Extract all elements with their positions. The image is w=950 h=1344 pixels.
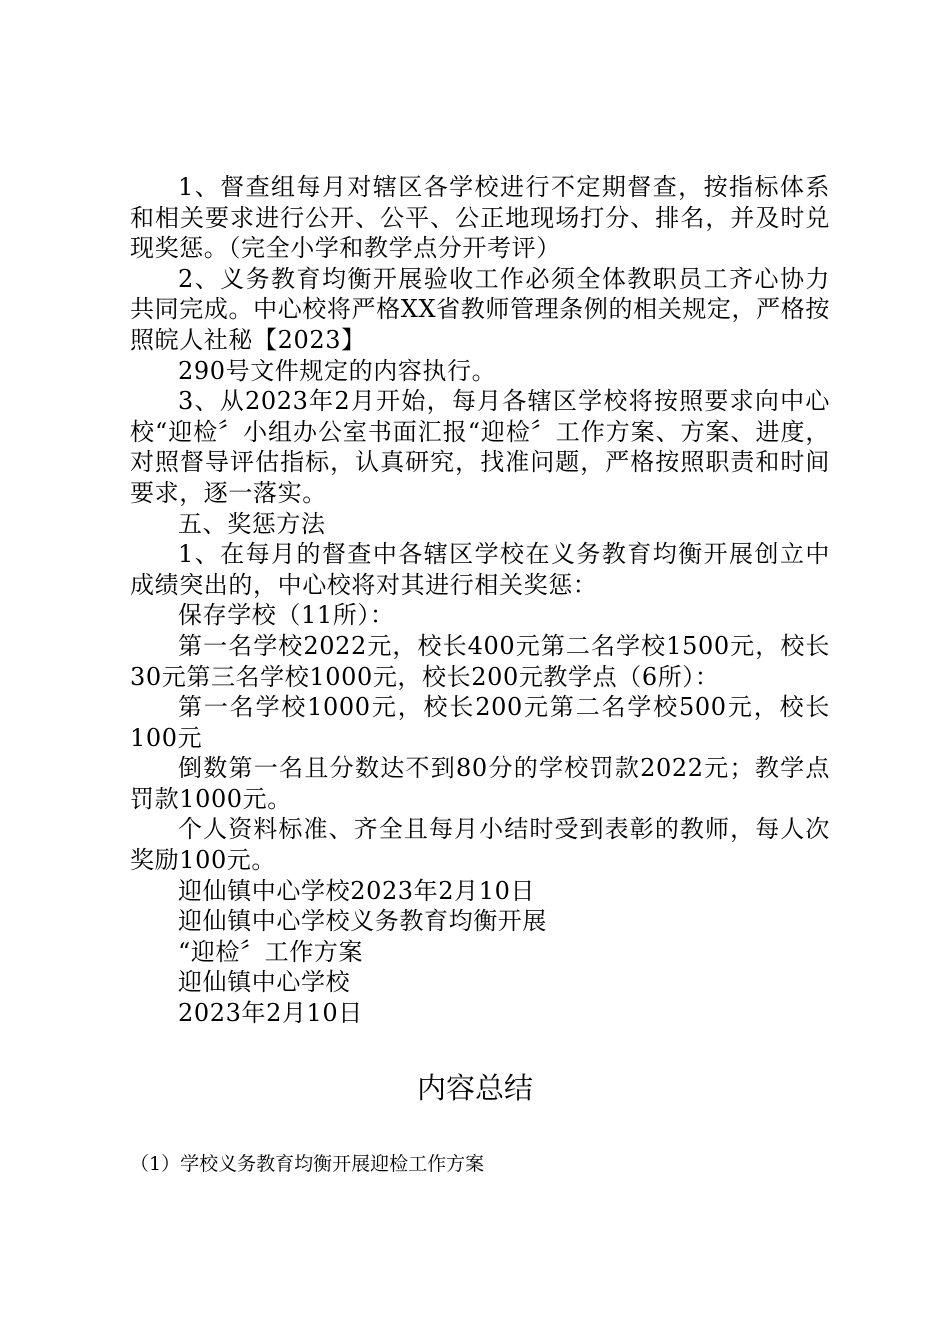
- paragraph-monthly-report: 3、从2023年2月开始，每月各辖区学校将按照要求向中心校“迎检〞小组办公室书面汇报“迎检〞工作方案、方案、进度，对照督导评估指标，认真研究，找准问题，严格按照职责和时间要求，逐一落实。: [130, 387, 830, 507]
- paragraph-acceptance: 2、义务教育均衡开展验收工作必须全体教职员工齐心协力共同完成。中心校将严格XX省教师管理条例的相关规定，严格按照皖人社秘【2023】: [130, 264, 830, 354]
- paragraph-rewards-intro: 1、在每月的督查中各辖区学校在义务教育均衡开展创立中成绩突出的，中心校将对其进行相关奖惩：: [130, 540, 830, 599]
- paragraph-document-number: 290号文件规定的内容执行。: [178, 356, 497, 385]
- paragraph-teacher-reward: 个人资料标准、齐全且每月小结时受到表彰的教师，每人次奖励100元。: [130, 815, 830, 875]
- paragraph-teaching-point-prizes: 第一名学校1000元，校长200元第二名学校500元，校长100元: [130, 693, 830, 752]
- signature-school: 迎仙镇中心学校: [178, 968, 351, 997]
- paragraph-penalties: 倒数第一名且分数达不到80分的学校罚款2022元；教学点罚款1000元。: [130, 754, 830, 813]
- plan-title-line-1: 迎仙镇中心学校义务教育均衡开展: [178, 907, 547, 936]
- summary-item: （1）学校义务教育均衡开展迎检工作方案: [130, 1153, 485, 1175]
- section-heading-rewards: 五、奖惩方法: [178, 509, 326, 538]
- document-body: [130, 172, 830, 1029]
- plan-title-line-2: “迎检〞工作方案: [178, 937, 364, 966]
- signature-date-line: 迎仙镇中心学校2023年2月10日: [178, 876, 536, 905]
- paragraph-school-prizes: 第一名学校2022元，校长400元第二名学校1500元，校长30元第三名学校1000元，校长200元教学点（6所）：: [130, 631, 830, 691]
- summary-heading: 内容总结: [416, 1071, 533, 1105]
- signature-date: 2023年2月10日: [178, 999, 363, 1028]
- paragraph-supervision: 1、督查组每月对辖区各学校进行不定期督查，按指标体系和相关要求进行公开、公平、公正地现场打分、排名，并及时兑现奖惩。（完全小学和教学点分开考评）: [130, 173, 830, 263]
- paragraph-schools-count: 保存学校（11所）：: [178, 601, 395, 630]
